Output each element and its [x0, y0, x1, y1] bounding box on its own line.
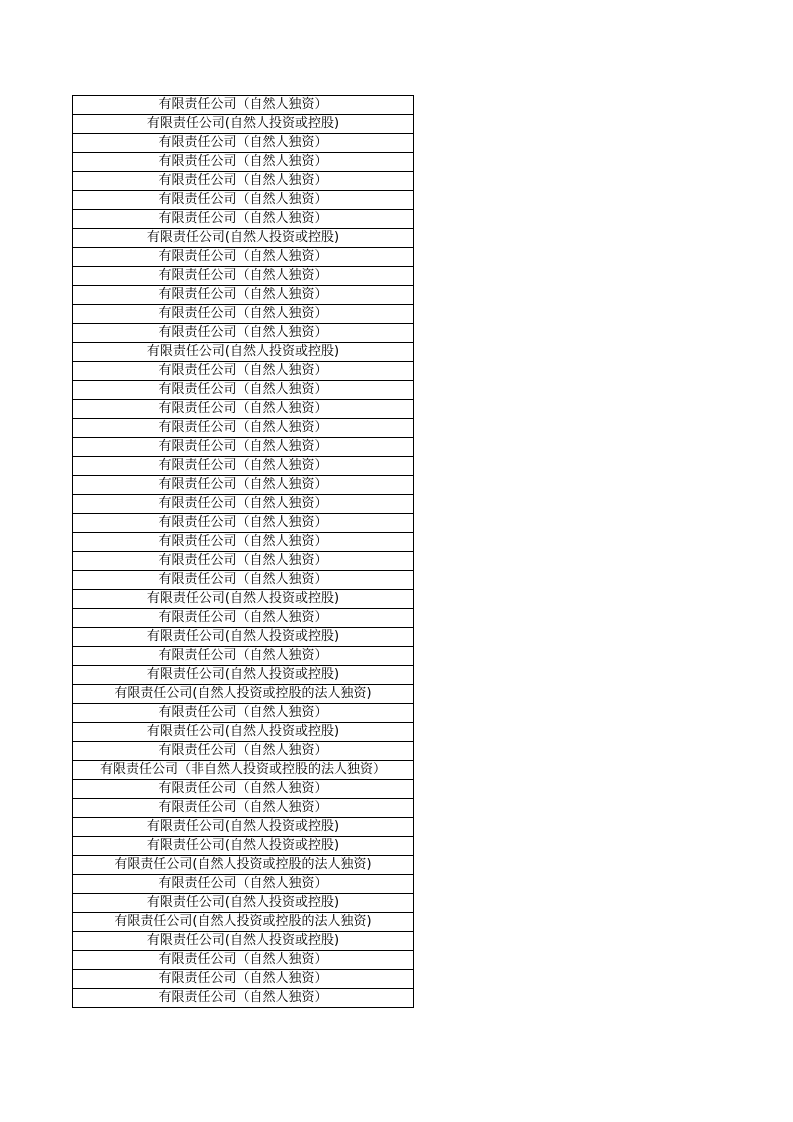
company-type-cell[interactable]: 有限责任公司（自然人独资） [73, 799, 414, 818]
table-row [73, 818, 414, 837]
company-type-cell[interactable]: 有限责任公司（非自然人投资或控股的法人独资） [73, 761, 414, 780]
company-type-cell[interactable]: 有限责任公司（自然人独资） [73, 172, 414, 191]
table-row [73, 419, 414, 438]
company-type-cell[interactable]: 有限责任公司（自然人独资） [73, 457, 414, 476]
table-body [73, 96, 414, 1008]
table-row [73, 248, 414, 267]
table-row [73, 590, 414, 609]
table-row [73, 381, 414, 400]
table-row [73, 856, 414, 875]
table-row [73, 286, 414, 305]
company-type-cell[interactable]: 有限责任公司（自然人独资） [73, 248, 414, 267]
table-row [73, 666, 414, 685]
company-type-cell[interactable]: 有限责任公司(自然人投资或控股) [73, 628, 414, 647]
company-type-cell[interactable]: 有限责任公司（自然人独资） [73, 362, 414, 381]
company-type-cell[interactable]: 有限责任公司(自然人投资或控股) [73, 229, 414, 248]
company-type-cell[interactable]: 有限责任公司（自然人独资） [73, 495, 414, 514]
company-type-cell[interactable]: 有限责任公司（自然人独资） [73, 989, 414, 1008]
company-type-cell[interactable]: 有限责任公司（自然人独资） [73, 324, 414, 343]
table-row [73, 913, 414, 932]
table-row [73, 533, 414, 552]
company-type-cell[interactable]: 有限责任公司（自然人独资） [73, 419, 414, 438]
company-type-cell[interactable]: 有限责任公司（自然人独资） [73, 476, 414, 495]
company-type-cell[interactable]: 有限责任公司（自然人独资） [73, 153, 414, 172]
company-type-cell[interactable]: 有限责任公司（自然人独资） [73, 780, 414, 799]
table-row [73, 229, 414, 248]
company-type-cell[interactable]: 有限责任公司（自然人独资） [73, 704, 414, 723]
table-row [73, 609, 414, 628]
table-row [73, 514, 414, 533]
table-row [73, 134, 414, 153]
table-row [73, 172, 414, 191]
company-type-cell[interactable]: 有限责任公司（自然人独资） [73, 609, 414, 628]
company-type-cell[interactable]: 有限责任公司（自然人独资） [73, 742, 414, 761]
table-row [73, 457, 414, 476]
table-row [73, 343, 414, 362]
company-type-cell[interactable]: 有限责任公司(自然人投资或控股) [73, 343, 414, 362]
table-row [73, 305, 414, 324]
company-type-cell[interactable]: 有限责任公司(自然人投资或控股) [73, 723, 414, 742]
table-row [73, 191, 414, 210]
table-row [73, 951, 414, 970]
table-row [73, 989, 414, 1008]
table-row [73, 476, 414, 495]
table-row [73, 761, 414, 780]
table-row [73, 704, 414, 723]
table-row [73, 628, 414, 647]
table-row [73, 96, 414, 115]
table-row [73, 894, 414, 913]
company-type-cell[interactable]: 有限责任公司（自然人独资） [73, 571, 414, 590]
company-type-cell[interactable]: 有限责任公司（自然人独资） [73, 96, 414, 115]
company-type-cell[interactable]: 有限责任公司（自然人独资） [73, 647, 414, 666]
company-type-cell[interactable]: 有限责任公司（自然人独资） [73, 875, 414, 894]
company-type-cell[interactable]: 有限责任公司（自然人独资） [73, 552, 414, 571]
table-row [73, 837, 414, 856]
table-row [73, 647, 414, 666]
table-row [73, 267, 414, 286]
table-row [73, 438, 414, 457]
table-row [73, 780, 414, 799]
table-row [73, 932, 414, 951]
company-type-cell[interactable]: 有限责任公司(自然人投资或控股) [73, 590, 414, 609]
company-type-cell[interactable]: 有限责任公司（自然人独资） [73, 191, 414, 210]
company-type-cell[interactable]: 有限责任公司(自然人投资或控股) [73, 837, 414, 856]
table-row [73, 495, 414, 514]
table-row [73, 324, 414, 343]
company-type-cell[interactable]: 有限责任公司（自然人独资） [73, 134, 414, 153]
company-type-cell[interactable]: 有限责任公司(自然人投资或控股) [73, 666, 414, 685]
company-type-cell[interactable]: 有限责任公司(自然人投资或控股的法人独资) [73, 685, 414, 704]
table-row [73, 970, 414, 989]
table-row [73, 400, 414, 419]
company-type-cell[interactable]: 有限责任公司（自然人独资） [73, 400, 414, 419]
company-type-cell[interactable]: 有限责任公司（自然人独资） [73, 438, 414, 457]
company-type-cell[interactable]: 有限责任公司(自然人投资或控股) [73, 894, 414, 913]
company-type-cell[interactable]: 有限责任公司（自然人独资） [73, 286, 414, 305]
company-type-cell[interactable]: 有限责任公司(自然人投资或控股的法人独资) [73, 913, 414, 932]
table-row [73, 153, 414, 172]
table-row [73, 362, 414, 381]
table-row [73, 723, 414, 742]
table-row [73, 742, 414, 761]
company-type-cell[interactable]: 有限责任公司（自然人独资） [73, 267, 414, 286]
table-row [73, 552, 414, 571]
table-row [73, 210, 414, 229]
company-type-cell[interactable]: 有限责任公司(自然人投资或控股) [73, 818, 414, 837]
table-row [73, 685, 414, 704]
company-type-cell[interactable]: 有限责任公司(自然人投资或控股的法人独资) [73, 856, 414, 875]
table-row [73, 115, 414, 134]
company-type-table [72, 95, 414, 1008]
company-type-cell[interactable]: 有限责任公司（自然人独资） [73, 305, 414, 324]
company-type-cell[interactable]: 有限责任公司(自然人投资或控股) [73, 932, 414, 951]
company-type-cell[interactable]: 有限责任公司(自然人投资或控股) [73, 115, 414, 134]
table-row [73, 799, 414, 818]
table-row [73, 571, 414, 590]
company-type-cell[interactable]: 有限责任公司（自然人独资） [73, 381, 414, 400]
company-type-cell[interactable]: 有限责任公司（自然人独资） [73, 951, 414, 970]
company-type-cell[interactable]: 有限责任公司（自然人独资） [73, 210, 414, 229]
company-type-cell[interactable]: 有限责任公司（自然人独资） [73, 533, 414, 552]
company-type-cell[interactable]: 有限责任公司（自然人独资） [73, 514, 414, 533]
table-row [73, 875, 414, 894]
company-type-cell[interactable]: 有限责任公司（自然人独资） [73, 970, 414, 989]
